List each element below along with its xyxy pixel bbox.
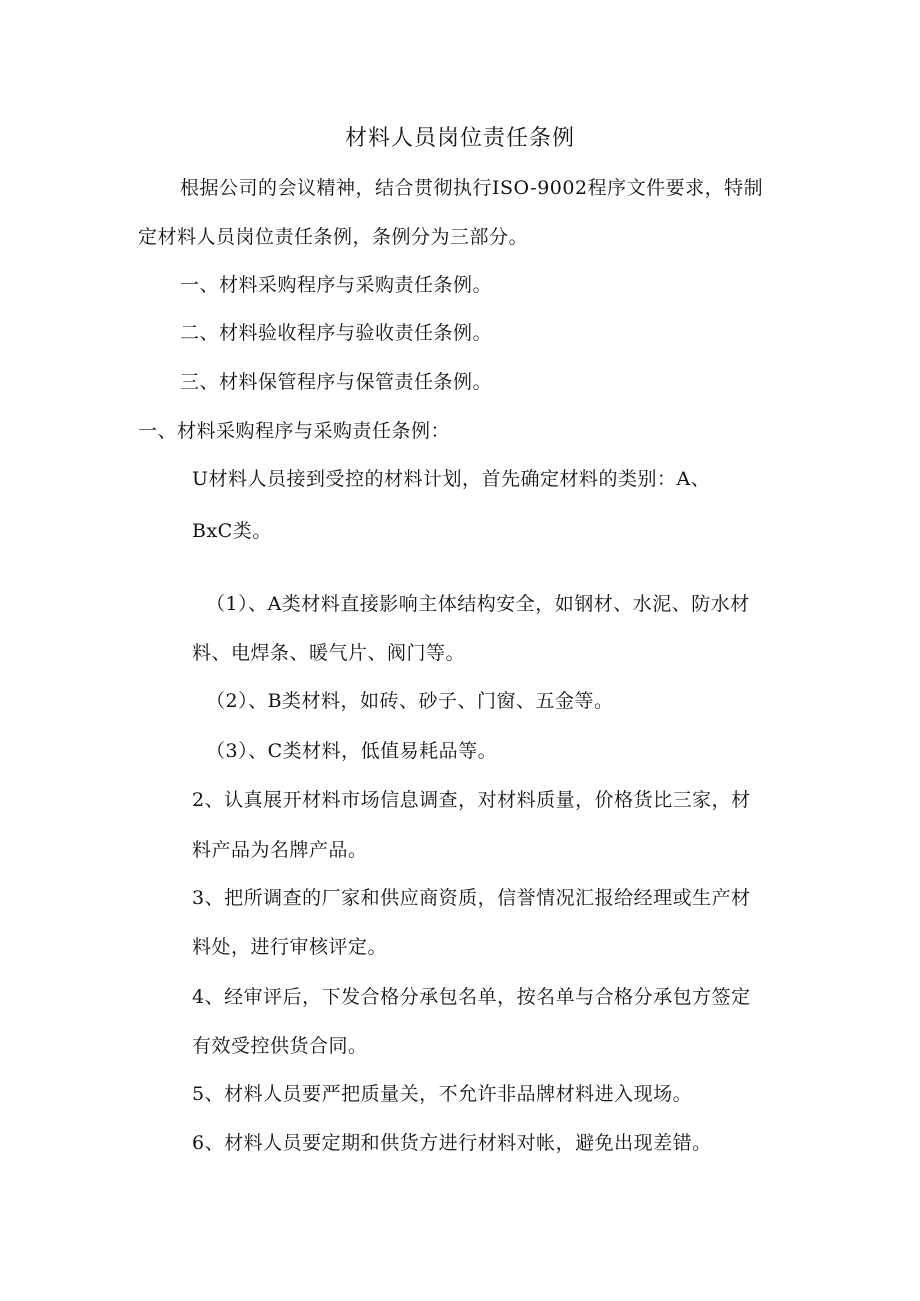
intro-line-1: 根据公司的会议精神，结合贯彻执行ISO-9002程序文件要求，特制 [180,177,764,199]
item-6: 6、材料人员要定期和供货方进行材料对帐，避免出现差错。 [192,1132,712,1154]
sub-item-1-line-1: （1）、A类材料直接影响主体结构安全，如钢材、水泥、防水材 [206,593,750,615]
item-5: 5、材料人员要严把质量关，不允许非品牌材料进入现场。 [192,1083,693,1105]
toc-item-1: 一、材料采购程序与采购责任条例。 [180,274,493,296]
item-2-line-1: 2、认真展开材料市场信息调查，对材料质量，价格货比三家，材 [192,789,751,811]
toc-item-3: 三、材料保管程序与保管责任条例。 [180,371,493,393]
intro-line-2: 定材料人员岗位责任条例，条例分为三部分。 [138,226,529,248]
item-4-line-1: 4、经审评后，下发合格分承包名单，按名单与合格分承包方签定 [192,986,751,1008]
item-3-line-2: 料处，进行审核评定。 [192,936,388,958]
sub-item-3: （3）、C类材料，低值易耗品等。 [206,740,498,762]
toc-item-2: 二、材料验收程序与验收责任条例。 [180,322,493,344]
section-1-heading: 一、材料采购程序与采购责任条例： [138,420,451,442]
item-4-line-2: 有效受控供货合同。 [192,1035,368,1057]
item-1-line-2: BxC类。 [192,520,272,542]
item-3-line-1: 3、把所调查的厂家和供应商资质，信誉情况汇报给经理或生产材 [192,887,751,909]
sub-item-2: （2）、B类材料，如砖、砂子、门窗、五金等。 [206,690,614,712]
item-1-line-1: U材料人员接到受控的材料计划，首先确定材料的类别：A、 [192,468,711,490]
document-title: 材料人员岗位责任条例 [344,126,575,151]
item-2-line-2: 料产品为名牌产品。 [192,839,368,861]
sub-item-1-line-2: 料、电焊条、暖气片、阀门等。 [192,642,466,664]
